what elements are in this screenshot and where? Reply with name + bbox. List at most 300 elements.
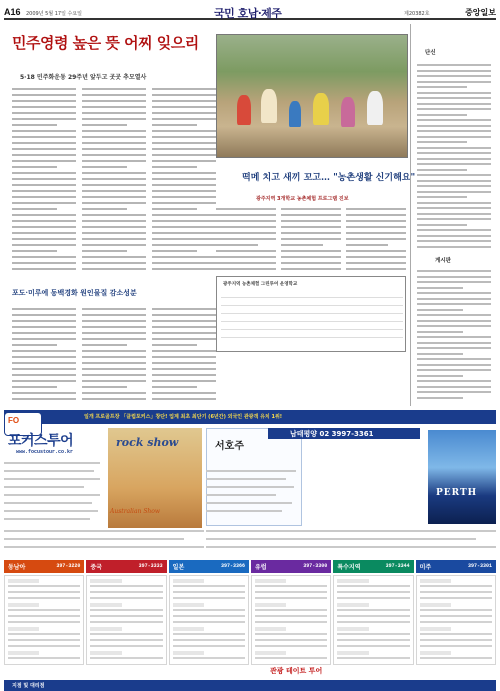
listing-line: [8, 651, 39, 655]
text-line: [417, 130, 491, 132]
listing-line: [420, 597, 492, 599]
text-line: [417, 375, 463, 377]
category-phone: 397-3300: [303, 563, 328, 569]
listing-line: [173, 621, 245, 623]
package-column: [4, 575, 84, 665]
south-pacific-banner: [268, 428, 420, 439]
listing-line: [8, 633, 80, 635]
text-line: [417, 97, 491, 99]
ad-text-line: [4, 470, 94, 472]
listing-line: [337, 603, 368, 607]
package-column: [333, 575, 413, 665]
listing-line: [90, 627, 121, 631]
text-line: [152, 356, 216, 358]
text-line: [417, 169, 467, 171]
text-line: [152, 196, 216, 198]
category-tab[interactable]: [169, 560, 249, 573]
text-line: [12, 256, 76, 258]
text-line: [216, 268, 276, 270]
text-line: [417, 336, 491, 338]
text-line: [417, 158, 491, 160]
listing-line: [8, 657, 80, 659]
text-line: [152, 220, 216, 222]
category-tab[interactable]: [333, 560, 413, 573]
text-line: [417, 207, 491, 209]
text-line: [346, 262, 406, 264]
listing-line: [8, 591, 80, 593]
text-line: [12, 398, 76, 400]
text-line: [417, 202, 491, 204]
text-line: [417, 353, 463, 355]
text-line: [82, 136, 146, 138]
listing-line: [173, 651, 204, 655]
text-line: [82, 226, 146, 228]
text-line: [216, 256, 276, 258]
travel-brand: 포커스투어: [8, 432, 74, 448]
ad-text-line: [4, 510, 98, 512]
package-column: [169, 575, 249, 665]
text-line: [216, 244, 258, 246]
text-line: [417, 92, 491, 94]
text-line: [152, 398, 216, 400]
ad-text-line: [4, 478, 100, 480]
category-tab[interactable]: [416, 560, 496, 573]
text-line: [82, 196, 146, 198]
text-line: [82, 256, 146, 258]
text-line: [12, 250, 57, 252]
text-line: [82, 112, 146, 114]
text-line: [12, 88, 76, 90]
text-line: [152, 326, 216, 328]
text-line: [346, 244, 388, 246]
ad-text-line: [206, 510, 282, 512]
western-australia-title: 서호주: [215, 441, 244, 452]
text-line: [12, 130, 76, 132]
listing-line: [173, 615, 245, 617]
text-line: [281, 208, 341, 210]
listing-line: [255, 615, 327, 617]
text-line: [12, 320, 76, 322]
text-line: [152, 184, 216, 186]
text-line: [417, 325, 491, 327]
listing-line: [173, 585, 245, 587]
text-line: [12, 338, 76, 340]
text-line: [12, 154, 76, 156]
text-line: [152, 160, 216, 162]
text-line: [82, 344, 127, 346]
listing-line: [8, 621, 80, 623]
listing-line: [420, 585, 492, 587]
ad-text-line: [206, 478, 286, 480]
text-line: [82, 130, 146, 132]
notice-heading: 게시판: [435, 258, 451, 264]
text-line: [417, 270, 491, 272]
ad-text-line: [4, 502, 92, 504]
text-line: [82, 314, 146, 316]
text-line: [82, 232, 146, 234]
listing-line: [255, 579, 286, 583]
text-line: [152, 308, 216, 310]
listing-line: [173, 597, 245, 599]
text-line: [417, 81, 491, 83]
story-headline: 포도·미루에 동백경화 원인물질 감소성분: [12, 288, 137, 297]
text-line: [346, 208, 406, 210]
listing-line: [90, 645, 162, 647]
text-line: [216, 220, 276, 222]
text-line: [417, 213, 491, 215]
text-line: [82, 392, 146, 394]
ad-text-line: [206, 486, 294, 488]
text-line: [82, 166, 127, 168]
text-line: [281, 232, 341, 234]
ad-text-line: [206, 530, 496, 532]
text-line: [82, 160, 146, 162]
text-line: [216, 208, 276, 210]
text-line: [417, 380, 491, 382]
listing-line: [255, 609, 327, 611]
text-line: [417, 114, 467, 116]
text-line: [417, 314, 491, 316]
text-line: [417, 64, 491, 66]
text-line: [82, 356, 146, 358]
text-line: [82, 142, 146, 144]
table-title: 광주지역 농촌체험 그린투어 운영학교: [223, 282, 298, 287]
text-line: [417, 224, 467, 226]
text-line: [417, 342, 491, 344]
text-line: [12, 332, 76, 334]
text-line: [12, 172, 76, 174]
ad-text-line: [206, 538, 476, 540]
promo-banner: [260, 664, 377, 678]
text-line: [82, 94, 146, 96]
text-line: [152, 374, 216, 376]
text-line: [12, 356, 76, 358]
text-line: [82, 332, 146, 334]
text-line: [152, 172, 216, 174]
category-label: 중국: [90, 564, 102, 571]
listing-line: [337, 621, 409, 623]
text-line: [12, 166, 57, 168]
listing-line: [90, 621, 162, 623]
text-line: [152, 392, 216, 394]
text-line: [12, 100, 76, 102]
text-line: [417, 397, 463, 399]
text-line: [346, 238, 406, 240]
text-line: [216, 238, 276, 240]
text-line: [346, 256, 406, 258]
listing-line: [8, 615, 80, 617]
category-strip: [4, 560, 496, 573]
text-line: [82, 350, 146, 352]
table-body: [221, 289, 403, 338]
article-column: [82, 308, 146, 404]
listing-line: [337, 633, 409, 635]
listing-line: [90, 597, 162, 599]
sidebar-column: [410, 24, 496, 406]
listing-line: [420, 651, 451, 655]
text-line: [12, 196, 76, 198]
text-line: [152, 136, 216, 138]
text-line: [82, 320, 146, 322]
text-line: [82, 100, 146, 102]
text-line: [417, 386, 491, 388]
text-line: [152, 154, 216, 156]
text-line: [12, 392, 76, 394]
issue-date: 2009년 5월 17일 수요일: [26, 11, 83, 17]
perth-label: PERTH: [436, 488, 478, 498]
text-line: [281, 268, 341, 270]
perth-photo: [428, 430, 496, 524]
category-label: 유럽: [254, 564, 267, 571]
text-line: [152, 148, 216, 150]
ad-text-line: [4, 462, 100, 464]
branch-footer: [4, 680, 496, 691]
listing-line: [8, 579, 39, 583]
text-line: [152, 94, 216, 96]
page-number: A16: [4, 7, 21, 17]
listing-line: [420, 657, 492, 659]
listing-line: [90, 591, 162, 593]
listing-line: [255, 633, 327, 635]
listing-line: [90, 651, 121, 655]
text-line: [417, 185, 491, 187]
listing-line: [173, 645, 245, 647]
listing-line: [255, 591, 327, 593]
listing-line: [337, 579, 368, 583]
text-line: [417, 229, 491, 231]
listing-line: [255, 597, 327, 599]
text-line: [417, 125, 491, 127]
text-line: [12, 374, 76, 376]
text-line: [12, 362, 76, 364]
text-line: [12, 178, 76, 180]
article-column: [12, 308, 76, 404]
text-line: [346, 220, 406, 222]
listing-line: [8, 645, 80, 647]
listing-line: [337, 657, 409, 659]
listing-line: [90, 639, 162, 641]
text-line: [152, 314, 216, 316]
text-line: [281, 220, 341, 222]
text-line: [82, 184, 146, 186]
text-line: [281, 244, 323, 246]
text-line: [152, 166, 197, 168]
ad-text-line: [4, 538, 184, 540]
text-line: [152, 112, 216, 114]
listing-line: [337, 651, 368, 655]
text-line: [281, 226, 341, 228]
ad-text-line: [206, 546, 496, 548]
text-line: [152, 256, 216, 258]
article-column: [281, 208, 341, 274]
text-line: [216, 214, 276, 216]
ad-banner: [4, 410, 496, 424]
text-line: [152, 386, 197, 388]
category-phone: 397-3301: [467, 563, 492, 569]
text-line: [417, 358, 491, 360]
listing-line: [8, 585, 80, 587]
text-line: [346, 214, 406, 216]
text-line: [82, 268, 146, 270]
article-column: [216, 208, 276, 274]
text-line: [417, 331, 463, 333]
text-line: [152, 106, 216, 108]
listing-line: [90, 657, 162, 659]
category-tab[interactable]: [86, 560, 166, 573]
text-line: [82, 202, 146, 204]
text-line: [281, 214, 341, 216]
listing-line: [420, 615, 492, 617]
text-line: [417, 119, 491, 121]
text-line: [417, 235, 491, 237]
package-column: [251, 575, 331, 665]
listing-line: [173, 657, 245, 659]
text-line: [417, 309, 463, 311]
text-line: [82, 106, 146, 108]
listing-line: [420, 609, 492, 611]
text-line: [12, 94, 76, 96]
text-line: [82, 172, 146, 174]
text-line: [152, 332, 216, 334]
text-line: [152, 232, 216, 234]
branch-footer-text: 지점 및 대리점: [12, 683, 45, 689]
listing-line: [173, 627, 204, 631]
story-headline: 떡메 치고 새끼 꼬고… "농촌생활 신기해요": [242, 173, 416, 183]
story-subhead: 광주지역 3개학교 농촌체험 프로그램 진보: [256, 196, 349, 202]
text-line: [82, 362, 146, 364]
text-line: [417, 152, 491, 154]
text-line: [12, 208, 57, 210]
text-line: [346, 268, 406, 270]
listing-line: [255, 603, 286, 607]
text-line: [152, 268, 216, 270]
listing-line: [337, 615, 409, 617]
listing-line: [420, 621, 492, 623]
issue-number: 제20382호: [404, 11, 430, 17]
listing-line: [420, 627, 451, 631]
listing-line: [90, 615, 162, 617]
text-line: [417, 298, 491, 300]
listing-line: [255, 621, 327, 623]
text-line: [152, 362, 216, 364]
lead-subhead: 5·18 민주화운동 29주년 앞두고 곳곳 추모열사: [20, 74, 147, 81]
text-line: [152, 226, 216, 228]
text-line: [82, 214, 146, 216]
listing-line: [337, 627, 368, 631]
text-line: [82, 262, 146, 264]
text-line: [82, 220, 146, 222]
ad-text-line: [4, 486, 84, 488]
text-line: [417, 303, 491, 305]
text-line: [152, 124, 197, 126]
text-line: [82, 88, 146, 90]
text-line: [12, 106, 76, 108]
text-line: [417, 136, 491, 138]
listing-line: [255, 585, 327, 587]
category-tab[interactable]: [4, 560, 84, 573]
package-column: [416, 575, 496, 665]
text-line: [152, 118, 216, 120]
listing-line: [420, 591, 492, 593]
text-line: [417, 391, 491, 393]
text-line: [216, 226, 276, 228]
listing-line: [173, 591, 245, 593]
listing-line: [337, 585, 409, 587]
listing-line: [420, 633, 492, 635]
text-line: [12, 142, 76, 144]
text-line: [281, 238, 341, 240]
text-line: [82, 386, 127, 388]
listing-line: [90, 609, 162, 611]
text-line: [12, 226, 76, 228]
text-line: [12, 124, 57, 126]
category-tab[interactable]: [251, 560, 331, 573]
category-label: 미주: [419, 564, 432, 571]
text-line: [417, 163, 491, 165]
text-line: [152, 244, 216, 246]
ad-text-line: [4, 546, 204, 548]
text-line: [346, 226, 406, 228]
text-line: [82, 326, 146, 328]
text-line: [417, 364, 491, 366]
text-line: [12, 244, 76, 246]
text-line: [417, 218, 491, 220]
ad-banner-text: 일개 프로골프장 「클럽포커스」창단! 업계 최초 최단기 (6년간) 외국인 관광객 유치 1위!: [84, 414, 283, 420]
text-line: [12, 380, 76, 382]
listing-line: [90, 633, 162, 635]
listing-line: [173, 633, 245, 635]
text-line: [12, 350, 76, 352]
brand-url[interactable]: www.focustour.co.kr: [16, 449, 74, 455]
text-line: [281, 256, 341, 258]
ad-text-line: [206, 502, 292, 504]
text-line: [82, 338, 146, 340]
text-line: [152, 350, 216, 352]
text-line: [346, 232, 406, 234]
listing-line: [255, 627, 286, 631]
listing-line: [420, 645, 492, 647]
category-label: 동남아: [8, 564, 26, 571]
newspaper-logo: 중앙일보: [465, 7, 496, 17]
listing-line: [255, 645, 327, 647]
ad-text-line: [4, 530, 204, 532]
text-line: [417, 191, 491, 193]
listing-line: [90, 579, 121, 583]
text-line: [152, 100, 216, 102]
section-title: 국민 호남·제주: [214, 7, 282, 20]
editorial-area: [4, 24, 416, 406]
listing-line: [90, 603, 121, 607]
text-line: [12, 344, 57, 346]
text-line: [12, 118, 76, 120]
text-line: [216, 262, 276, 264]
text-line: [417, 347, 491, 349]
text-line: [12, 202, 76, 204]
listing-line: [8, 609, 80, 611]
text-line: [12, 184, 76, 186]
text-line: [12, 238, 76, 240]
text-line: [417, 276, 491, 278]
text-line: [82, 374, 146, 376]
text-line: [152, 88, 216, 90]
category-phone: 397-3333: [138, 563, 163, 569]
text-line: [417, 246, 491, 248]
text-line: [417, 147, 491, 149]
package-column: [86, 575, 166, 665]
text-line: [12, 262, 76, 264]
listing-line: [90, 585, 162, 587]
text-line: [152, 344, 197, 346]
